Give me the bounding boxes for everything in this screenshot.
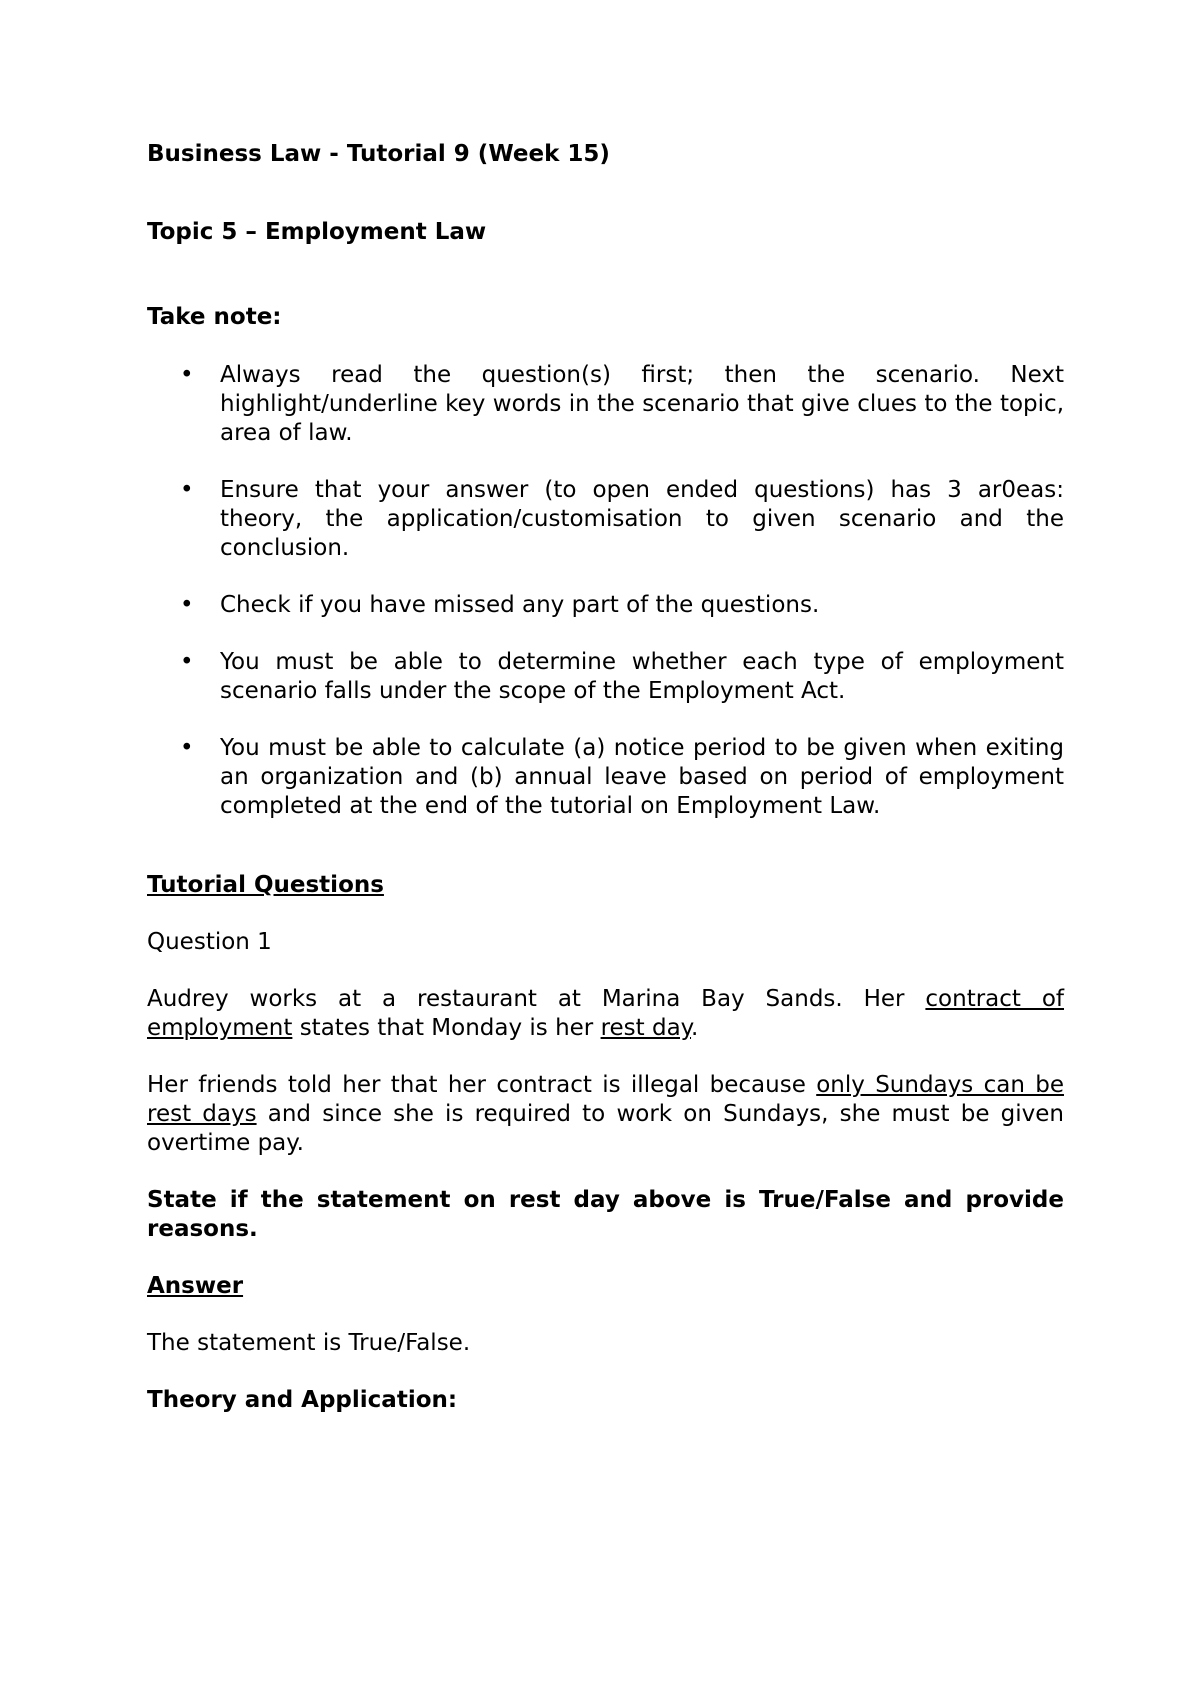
bullet-icon: • [180,735,194,761]
bullet-icon: • [180,362,194,388]
scenario-text: . [691,1015,699,1041]
underlined-key-phrase: contract of employment [147,986,1064,1041]
take-note-text: Check if you have missed any part of the questions. [220,592,820,618]
take-note-text: You must be able to calculate (a) notice period to be given when exiting an organization and (b) annual leave based on period of employment completed at the end of the tutorial on Employment Law. [220,735,1064,819]
document-title: Business Law - Tutorial 9 (Week 15) [147,141,610,167]
document-page [147,140,1064,1415]
bullet-icon: • [180,649,194,675]
take-note-text: Always read the question(s) first; then the scenario. Next highlight/underline key words in the scenario that give clues to the topic, area of law. [220,362,1064,446]
take-note-item [147,734,1064,821]
underlined-key-phrase: only Sundays can be rest days [147,1072,1064,1127]
bullet-icon: • [180,477,194,503]
answer-heading: Answer [147,1273,244,1299]
take-note-item [147,591,1064,620]
scenario-paragraph-2 [147,1071,1064,1158]
scenario-text: Her friends told her that her contract is illegal because [147,1072,817,1098]
take-note-text: Ensure that your answer (to open ended questions) has 3 ar0eas: theory, the application/customisation to given scenario and the conclusion. [220,477,1064,561]
topic-heading: Topic 5 – Employment Law [147,219,487,245]
take-note-list [147,361,1064,821]
underlined-key-phrase: rest day [600,1015,692,1041]
question-label: Question 1 [147,929,272,955]
bullet-icon: • [180,592,194,618]
take-note-text: You must be able to determine whether each type of employment scenario falls under the scope of the Employment Act. [220,649,1064,704]
scenario-text: Audrey works at a restaurant at Marina Bay Sands. Her [147,986,926,1012]
scenario-text: and since she is required to work on Sundays, she must be given overtime pay. [147,1101,1064,1156]
scenario-text: states that Monday is her [292,1015,601,1041]
scenario-paragraph-1 [147,985,1064,1043]
take-note-heading: Take note: [147,304,282,330]
tutorial-questions-heading: Tutorial Questions [147,872,384,898]
question-instruction: State if the statement on rest day above is True/False and provide reasons. [147,1187,1064,1242]
take-note-item [147,361,1064,448]
answer-statement: The statement is True/False. [147,1330,471,1356]
theory-application-heading: Theory and Application: [147,1387,458,1413]
take-note-item [147,476,1064,563]
take-note-item [147,648,1064,706]
